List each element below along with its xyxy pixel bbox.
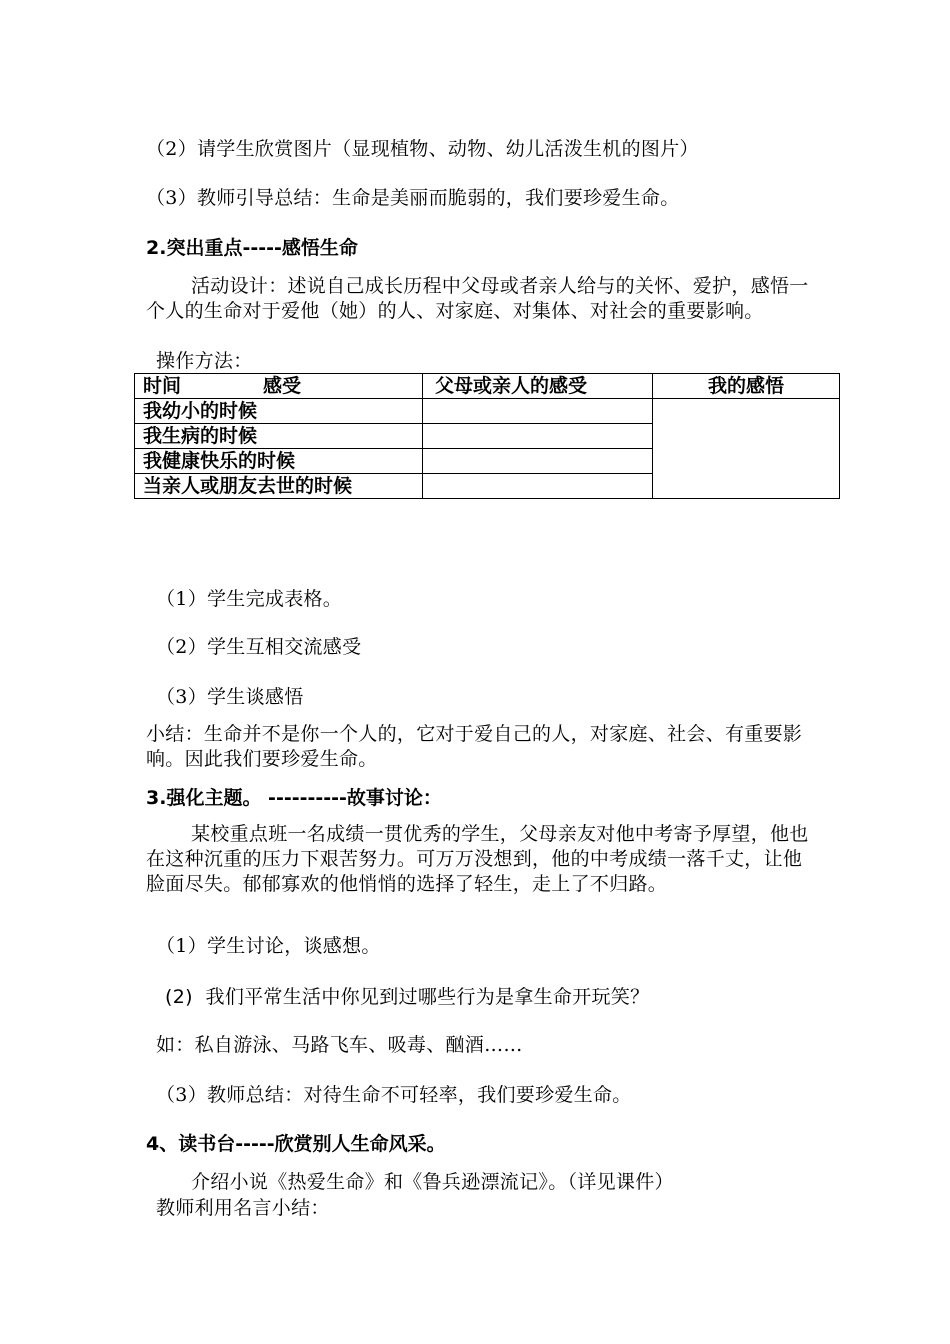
section2-method-label: 操作方法： <box>156 350 253 372</box>
section3-story: 某校重点班一名成绩一贯优秀的学生，父母亲友对他中考寄予厚望，他也在这种沉重的压力下艰苦努力。可万万没想到，他的中考成绩一落千丈，让他脸面尽失。郁郁寡欢的他悄悄的选择了轻生，走上了不归路。 <box>146 823 809 895</box>
row-parents-cell <box>423 474 653 499</box>
row-parents-cell <box>423 399 653 424</box>
header-time: 时间 <box>143 375 182 397</box>
row-label: 我幼小的时候 <box>135 399 423 424</box>
table-header-row <box>135 374 840 399</box>
table-row <box>135 399 840 424</box>
section3-step3: （3）教师总结：对待生命不可轻率，我们要珍爱生命。 <box>156 1084 632 1106</box>
section3-heading: 3.强化主题。 ----------故事讨论： <box>146 787 442 809</box>
section1-item3: （3）教师引导总结：生命是美丽而脆弱的，我们要珍爱生命。 <box>146 187 680 209</box>
section4-quote-intro: 教师利用名言小结： <box>156 1197 330 1219</box>
row-label: 当亲人或朋友去世的时候 <box>135 474 423 499</box>
header-feeling: 感受 <box>263 375 302 397</box>
section4-heading: 4、读书台-----欣赏别人生命风采。 <box>146 1133 446 1155</box>
row-label: 我健康快乐的时候 <box>135 449 423 474</box>
row-parents-cell <box>423 424 653 449</box>
header-parents: 父母或亲人的感受 <box>423 374 653 399</box>
section3-step2 <box>165 985 649 1009</box>
mine-cell <box>653 399 840 499</box>
section3-step1: （1）学生讨论，谈感想。 <box>156 935 381 957</box>
section2-heading: 2.突出重点-----感悟生命 <box>146 237 358 259</box>
section2-step3: （3）学生谈感悟 <box>156 686 304 708</box>
row-parents-cell <box>423 449 653 474</box>
row-label: 我生病的时候 <box>135 424 423 449</box>
section3-examples: 如：私自游泳、马路飞车、吸毒、酗酒…… <box>156 1034 523 1056</box>
section2-activity: 活动设计：述说自己成长历程中父母或者亲人给与的关怀、爱护，感悟一个人的生命对于爱他（她）的人、对家庭、对集体、对社会的重要影响。 <box>146 275 809 322</box>
section1-item2: （2）请学生欣赏图片（显现植物、动物、幼儿活泼生机的图片） <box>146 138 699 160</box>
section4-intro: 介绍小说《热爱生命》和《鲁兵逊漂流记》。（详见课件） <box>191 1171 674 1193</box>
table-header-time-feeling <box>135 374 423 399</box>
step2-text: 我们平常生活中你见到过哪些行为是拿生命开玩笑？ <box>205 986 650 1008</box>
step2-number: (2) <box>165 986 193 1008</box>
section2-step2: （2）学生互相交流感受 <box>156 636 362 658</box>
header-mine: 我的感悟 <box>653 374 840 399</box>
section2-summary: 小结：生命并不是你一个人的，它对于爱自己的人，对家庭、社会、有重要影响。因此我们要珍爱生命。 <box>146 723 803 770</box>
feelings-table <box>134 373 840 499</box>
section2-step1: （1）学生完成表格。 <box>156 588 343 610</box>
